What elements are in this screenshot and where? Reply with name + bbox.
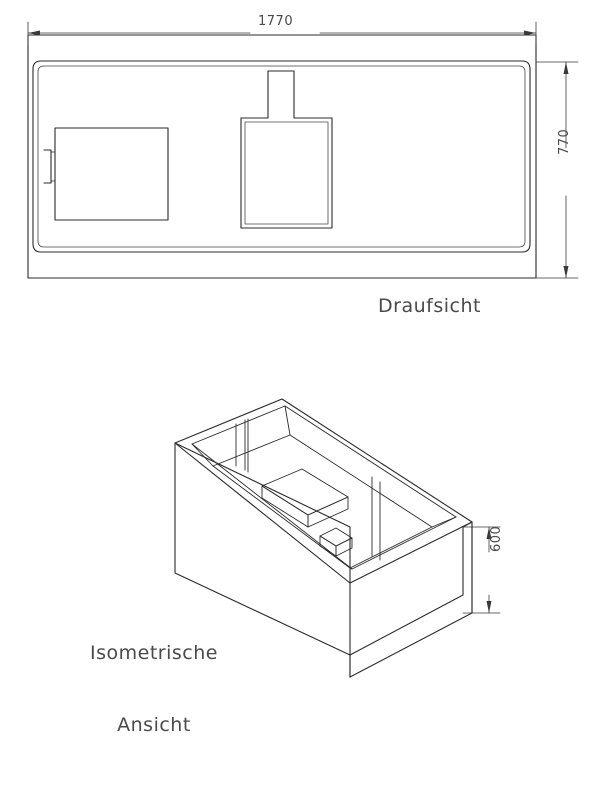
left-handle: [44, 150, 51, 183]
dimension-depth-770: [536, 62, 578, 278]
seat-block: [55, 128, 168, 220]
view-label-isometric: [90, 593, 218, 785]
iso-inner-wall-right: [432, 517, 456, 527]
iso-seat-front: [262, 486, 308, 527]
dimension-label-width: 1770: [258, 14, 294, 29]
isometric-view-group: [175, 399, 472, 677]
iso-inner-wall-left: [192, 444, 213, 466]
dimension-label-height: 600: [489, 525, 504, 552]
view-label-draufsicht: Draufsicht: [378, 295, 481, 317]
iso-inner-wall-back: [285, 406, 290, 435]
iso-front-right-face: [350, 522, 472, 677]
view-label-isometric-line2: Ansicht: [117, 714, 191, 736]
iso-seat-top: [262, 469, 348, 515]
tub-inner-basin: [33, 61, 530, 252]
iso-inner-rim: [192, 406, 456, 569]
iso-step-detail: [320, 528, 352, 546]
view-label-isometric-line1: Isometrische: [90, 642, 218, 664]
top-view-group: [28, 35, 536, 278]
iso-top-rim-outer: [175, 399, 472, 583]
dimension-label-depth: 770: [557, 128, 572, 155]
door-cutout: [241, 71, 332, 228]
door-cutout-inner: [245, 122, 328, 224]
iso-seat-side: [308, 497, 348, 527]
left-handle-inner: [51, 152, 55, 181]
